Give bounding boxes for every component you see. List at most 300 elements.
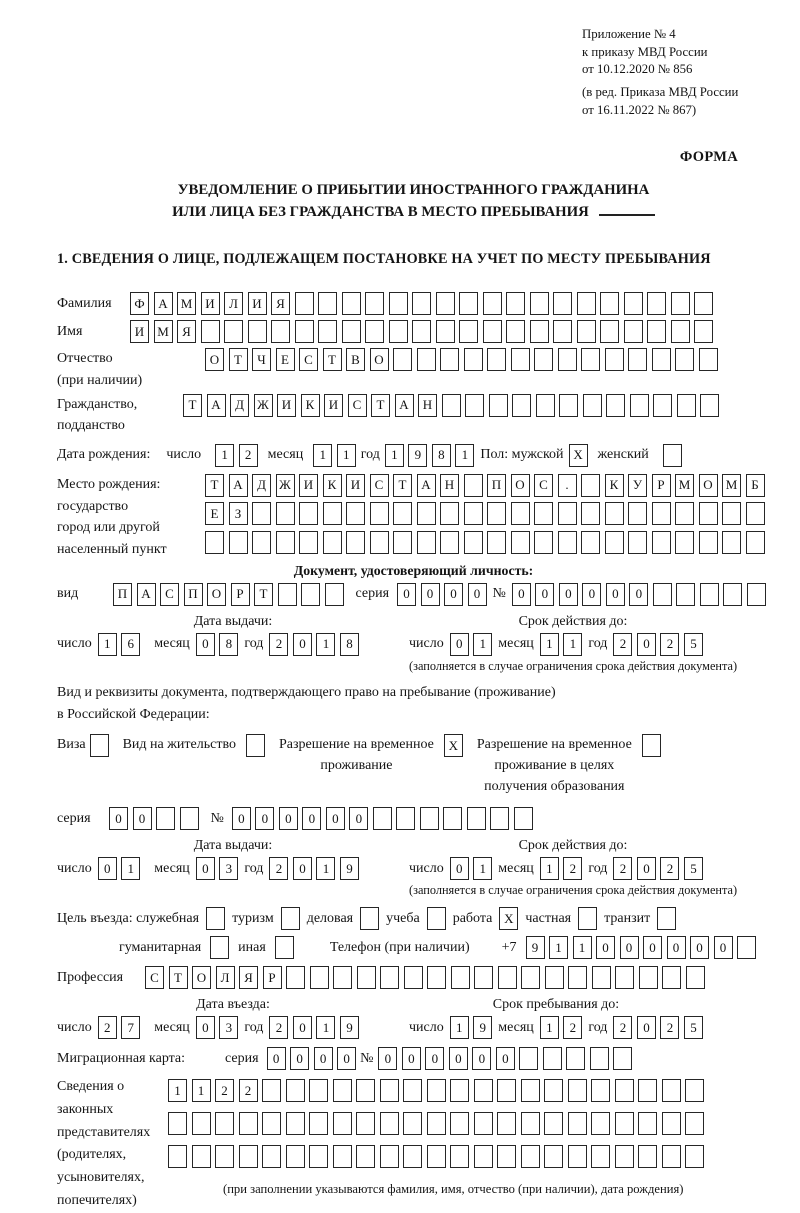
form-cell[interactable]: А [154,292,173,315]
form-cell[interactable] [615,1079,634,1102]
form-cell[interactable]: 0 [109,807,128,830]
form-cell[interactable]: Т [205,474,224,497]
form-cell[interactable] [639,966,658,989]
form-cell[interactable]: 1 [316,857,335,880]
form-cell[interactable] [403,1112,422,1135]
form-cell[interactable] [685,1112,704,1135]
form-cell[interactable]: Д [230,394,249,417]
form-cell[interactable]: Р [231,583,250,606]
form-cell[interactable] [638,1145,657,1168]
form-cell[interactable] [591,1112,610,1135]
form-cell[interactable] [521,1079,540,1102]
form-cell[interactable] [262,1079,281,1102]
form-cell[interactable] [543,1047,562,1070]
form-cell[interactable]: И [201,292,220,315]
form-cell[interactable] [427,966,446,989]
form-cell[interactable]: О [511,474,530,497]
form-cell[interactable] [583,394,602,417]
form-cell[interactable]: 1 [385,444,404,467]
form-cell[interactable] [544,1145,563,1168]
form-cell[interactable] [676,583,695,606]
form-cell[interactable]: 1 [450,1016,469,1039]
form-cell[interactable] [459,320,478,343]
form-cell[interactable]: А [229,474,248,497]
form-cell[interactable]: 0 [472,1047,491,1070]
form-cell[interactable] [628,348,647,371]
form-cell[interactable] [201,320,220,343]
form-cell[interactable] [239,1145,258,1168]
form-cell[interactable] [577,292,596,315]
form-cell[interactable]: 0 [667,936,686,959]
form-cell[interactable] [301,583,320,606]
form-cell[interactable] [440,502,459,525]
form-cell[interactable] [630,394,649,417]
form-cell[interactable]: Л [216,966,235,989]
form-cell[interactable] [464,348,483,371]
form-cell[interactable] [544,1112,563,1135]
form-cell[interactable] [553,320,572,343]
form-cell[interactable] [605,502,624,525]
form-cell[interactable] [309,1145,328,1168]
form-cell[interactable]: О [699,474,718,497]
form-cell[interactable] [417,348,436,371]
form-cell[interactable]: Е [205,502,224,525]
form-cell[interactable]: . [558,474,577,497]
form-cell[interactable] [342,320,361,343]
form-cell[interactable] [278,583,297,606]
form-cell[interactable]: Б [746,474,765,497]
form-cell[interactable] [558,348,577,371]
form-cell[interactable] [624,292,643,315]
form-cell[interactable]: 0 [314,1047,333,1070]
form-cell[interactable] [506,292,525,315]
form-cell[interactable]: 0 [98,857,117,880]
form-cell[interactable]: Т [323,348,342,371]
form-cell[interactable] [652,348,671,371]
form-cell[interactable] [737,936,756,959]
form-cell[interactable] [534,531,553,554]
form-cell[interactable]: 2 [563,1016,582,1039]
form-cell[interactable]: О [205,348,224,371]
form-cell[interactable]: 0 [326,807,345,830]
form-cell[interactable]: Т [229,348,248,371]
form-cell[interactable]: 0 [196,633,215,656]
form-cell[interactable] [310,966,329,989]
form-cell[interactable] [581,531,600,554]
form-cell[interactable] [487,531,506,554]
form-cell[interactable]: 0 [582,583,601,606]
form-cell[interactable]: 0 [378,1047,397,1070]
form-cell[interactable]: 1 [549,936,568,959]
form-cell[interactable]: П [113,583,132,606]
form-cell[interactable]: А [417,474,436,497]
form-cell[interactable]: 0 [620,936,639,959]
form-cell[interactable] [393,531,412,554]
form-cell[interactable] [286,966,305,989]
form-cell[interactable] [451,966,470,989]
form-cell[interactable] [356,1079,375,1102]
form-cell[interactable] [464,502,483,525]
form-cell[interactable] [600,320,619,343]
form-cell[interactable] [403,1145,422,1168]
form-cell[interactable] [464,531,483,554]
form-cell[interactable] [746,531,765,554]
form-cell[interactable] [511,531,530,554]
form-cell[interactable] [530,320,549,343]
form-cell[interactable] [474,1079,493,1102]
form-cell[interactable] [393,502,412,525]
form-cell[interactable] [323,502,342,525]
form-cell[interactable]: 1 [455,444,474,467]
form-cell[interactable]: 0 [450,857,469,880]
form-cell[interactable] [474,1145,493,1168]
form-cell[interactable] [592,966,611,989]
form-cell[interactable] [440,348,459,371]
form-cell[interactable]: 1 [168,1079,187,1102]
form-cell[interactable] [662,1079,681,1102]
form-cell[interactable] [685,1079,704,1102]
form-cell[interactable] [252,531,271,554]
form-cell[interactable] [521,1112,540,1135]
form-cell[interactable]: 3 [219,857,238,880]
form-cell[interactable] [628,502,647,525]
form-cell[interactable] [652,531,671,554]
form-cell[interactable] [694,292,713,315]
form-cell[interactable]: Я [271,292,290,315]
form-cell[interactable] [558,531,577,554]
form-cell[interactable]: 0 [643,936,662,959]
form-cell[interactable]: 0 [496,1047,515,1070]
form-cell[interactable]: С [348,394,367,417]
form-cell[interactable] [215,1145,234,1168]
form-cell[interactable] [638,1112,657,1135]
form-cell[interactable]: Т [371,394,390,417]
form-cell[interactable] [490,807,509,830]
form-cell[interactable] [333,1112,352,1135]
form-cell[interactable]: 6 [121,633,140,656]
form-cell[interactable]: М [154,320,173,343]
form-cell[interactable] [723,583,742,606]
form-cell[interactable]: 2 [660,857,679,880]
form-cell[interactable] [156,807,175,830]
form-cell[interactable]: 2 [239,444,258,467]
form-cell[interactable] [606,394,625,417]
form-cell[interactable] [497,1145,516,1168]
form-cell[interactable] [638,1079,657,1102]
form-cell[interactable]: А [395,394,414,417]
form-cell[interactable]: 8 [219,633,238,656]
form-cell[interactable] [578,907,597,930]
form-cell[interactable] [90,734,109,757]
form-cell[interactable]: 1 [121,857,140,880]
form-cell[interactable] [615,1112,634,1135]
form-cell[interactable]: 0 [535,583,554,606]
form-cell[interactable]: Ж [254,394,273,417]
form-cell[interactable] [675,502,694,525]
form-cell[interactable] [615,1145,634,1168]
form-cell[interactable] [333,1079,352,1102]
form-cell[interactable] [483,320,502,343]
form-cell[interactable]: 9 [473,1016,492,1039]
form-cell[interactable]: С [299,348,318,371]
form-cell[interactable] [417,502,436,525]
form-cell[interactable]: И [248,292,267,315]
form-cell[interactable] [545,966,564,989]
form-cell[interactable]: 0 [559,583,578,606]
form-cell[interactable]: К [605,474,624,497]
form-cell[interactable] [427,1145,446,1168]
form-cell[interactable] [591,1079,610,1102]
form-cell[interactable] [286,1079,305,1102]
form-cell[interactable] [450,1079,469,1102]
form-cell[interactable] [393,348,412,371]
form-cell[interactable] [521,966,540,989]
form-cell[interactable]: 1 [313,444,332,467]
form-cell[interactable]: 0 [232,807,251,830]
form-cell[interactable] [662,1145,681,1168]
form-cell[interactable] [497,1112,516,1135]
form-cell[interactable]: Е [276,348,295,371]
form-cell[interactable] [568,966,587,989]
form-cell[interactable]: 0 [690,936,709,959]
form-cell[interactable]: 9 [340,1016,359,1039]
form-cell[interactable] [389,320,408,343]
form-cell[interactable] [342,292,361,315]
form-cell[interactable] [450,1112,469,1135]
form-cell[interactable]: А [137,583,156,606]
form-cell[interactable] [662,966,681,989]
form-cell[interactable]: 0 [449,1047,468,1070]
form-cell[interactable] [299,531,318,554]
form-cell[interactable]: 2 [660,633,679,656]
form-cell[interactable] [642,734,661,757]
form-cell[interactable] [558,502,577,525]
form-cell[interactable] [370,531,389,554]
form-cell[interactable]: З [229,502,248,525]
form-cell[interactable] [192,1145,211,1168]
form-cell[interactable] [534,502,553,525]
form-cell[interactable]: М [675,474,694,497]
form-cell[interactable]: 2 [660,1016,679,1039]
form-cell[interactable] [180,807,199,830]
form-cell[interactable] [370,502,389,525]
form-cell[interactable]: X [569,444,588,467]
form-cell[interactable]: 0 [293,1016,312,1039]
form-cell[interactable]: Ч [252,348,271,371]
form-cell[interactable] [309,1079,328,1102]
form-cell[interactable]: 0 [290,1047,309,1070]
form-cell[interactable]: 1 [215,444,234,467]
form-cell[interactable]: К [323,474,342,497]
form-cell[interactable] [357,966,376,989]
form-cell[interactable] [544,1079,563,1102]
form-cell[interactable]: С [370,474,389,497]
form-cell[interactable] [427,1112,446,1135]
form-cell[interactable]: П [487,474,506,497]
form-cell[interactable]: Т [393,474,412,497]
form-cell[interactable] [299,502,318,525]
form-cell[interactable]: Ф [130,292,149,315]
form-cell[interactable] [252,502,271,525]
form-cell[interactable]: 0 [714,936,733,959]
form-cell[interactable] [686,966,705,989]
form-cell[interactable] [568,1112,587,1135]
form-cell[interactable] [559,394,578,417]
form-cell[interactable]: Я [177,320,196,343]
form-cell[interactable]: Ж [276,474,295,497]
form-cell[interactable] [323,531,342,554]
form-cell[interactable] [436,292,455,315]
form-cell[interactable]: 5 [684,633,703,656]
form-cell[interactable] [514,807,533,830]
form-cell[interactable] [229,531,248,554]
form-cell[interactable] [356,1145,375,1168]
form-cell[interactable] [215,1112,234,1135]
form-cell[interactable] [333,1145,352,1168]
form-cell[interactable] [275,936,294,959]
form-cell[interactable]: 0 [133,807,152,830]
form-cell[interactable]: 1 [540,1016,559,1039]
form-cell[interactable] [380,966,399,989]
form-cell[interactable] [511,502,530,525]
form-cell[interactable]: С [145,966,164,989]
form-cell[interactable]: 0 [267,1047,286,1070]
form-cell[interactable]: И [346,474,365,497]
form-cell[interactable] [380,1112,399,1135]
form-cell[interactable]: 1 [573,936,592,959]
form-cell[interactable] [450,1145,469,1168]
form-cell[interactable] [333,966,352,989]
form-cell[interactable] [365,292,384,315]
form-cell[interactable]: И [299,474,318,497]
form-cell[interactable]: Л [224,292,243,315]
form-cell[interactable]: 2 [269,633,288,656]
form-cell[interactable] [699,531,718,554]
form-cell[interactable]: И [130,320,149,343]
form-cell[interactable]: 1 [473,633,492,656]
form-cell[interactable] [483,292,502,315]
form-cell[interactable] [365,320,384,343]
form-cell[interactable] [443,807,462,830]
form-cell[interactable] [403,1079,422,1102]
form-cell[interactable]: Д [252,474,271,497]
form-cell[interactable] [615,966,634,989]
form-cell[interactable] [600,292,619,315]
form-cell[interactable] [168,1112,187,1135]
form-cell[interactable] [276,502,295,525]
form-cell[interactable]: 0 [606,583,625,606]
form-cell[interactable] [497,1079,516,1102]
form-cell[interactable] [442,394,461,417]
form-cell[interactable] [613,1047,632,1070]
form-cell[interactable] [192,1112,211,1135]
form-cell[interactable] [577,320,596,343]
form-cell[interactable]: 3 [219,1016,238,1039]
form-cell[interactable] [675,531,694,554]
form-cell[interactable]: 2 [613,857,632,880]
form-cell[interactable] [694,320,713,343]
form-cell[interactable] [685,1145,704,1168]
form-cell[interactable] [624,320,643,343]
form-cell[interactable] [464,474,483,497]
form-cell[interactable]: И [277,394,296,417]
form-cell[interactable] [286,1112,305,1135]
form-cell[interactable]: 1 [540,857,559,880]
form-cell[interactable] [373,807,392,830]
form-cell[interactable] [346,502,365,525]
form-cell[interactable] [389,292,408,315]
form-cell[interactable] [506,320,525,343]
form-cell[interactable]: 0 [596,936,615,959]
form-cell[interactable] [380,1145,399,1168]
form-cell[interactable]: И [324,394,343,417]
form-cell[interactable] [663,444,682,467]
form-cell[interactable]: 1 [540,633,559,656]
form-cell[interactable]: 2 [613,1016,632,1039]
form-cell[interactable]: О [192,966,211,989]
form-cell[interactable] [534,348,553,371]
form-cell[interactable] [747,583,766,606]
form-cell[interactable] [271,320,290,343]
form-cell[interactable]: X [444,734,463,757]
form-cell[interactable]: К [301,394,320,417]
form-cell[interactable] [440,531,459,554]
form-cell[interactable] [512,394,531,417]
form-cell[interactable] [746,502,765,525]
form-cell[interactable]: 0 [302,807,321,830]
form-cell[interactable] [467,807,486,830]
form-cell[interactable] [262,1112,281,1135]
form-cell[interactable]: 2 [563,857,582,880]
form-cell[interactable] [459,292,478,315]
form-cell[interactable] [427,1079,446,1102]
form-cell[interactable] [605,531,624,554]
form-cell[interactable]: 0 [397,583,416,606]
form-cell[interactable]: А [207,394,226,417]
form-cell[interactable] [553,292,572,315]
form-cell[interactable] [404,966,423,989]
form-cell[interactable] [276,531,295,554]
form-cell[interactable] [295,292,314,315]
form-cell[interactable]: 0 [255,807,274,830]
form-cell[interactable] [412,292,431,315]
form-cell[interactable]: У [628,474,647,497]
form-cell[interactable] [591,1145,610,1168]
form-cell[interactable]: 9 [408,444,427,467]
form-cell[interactable] [420,807,439,830]
form-cell[interactable] [566,1047,585,1070]
form-cell[interactable]: 0 [468,583,487,606]
form-cell[interactable]: 0 [637,857,656,880]
form-cell[interactable]: 0 [512,583,531,606]
form-cell[interactable] [647,320,666,343]
form-cell[interactable]: 0 [279,807,298,830]
form-cell[interactable]: О [370,348,389,371]
form-cell[interactable] [487,502,506,525]
form-cell[interactable] [530,292,549,315]
form-cell[interactable] [286,1145,305,1168]
form-cell[interactable]: 0 [196,1016,215,1039]
form-cell[interactable]: X [499,907,518,930]
form-cell[interactable] [653,583,672,606]
form-cell[interactable] [699,502,718,525]
form-cell[interactable] [487,348,506,371]
form-cell[interactable]: 2 [269,857,288,880]
form-cell[interactable]: 8 [432,444,451,467]
form-cell[interactable] [657,907,676,930]
form-cell[interactable] [671,292,690,315]
form-cell[interactable] [722,502,741,525]
